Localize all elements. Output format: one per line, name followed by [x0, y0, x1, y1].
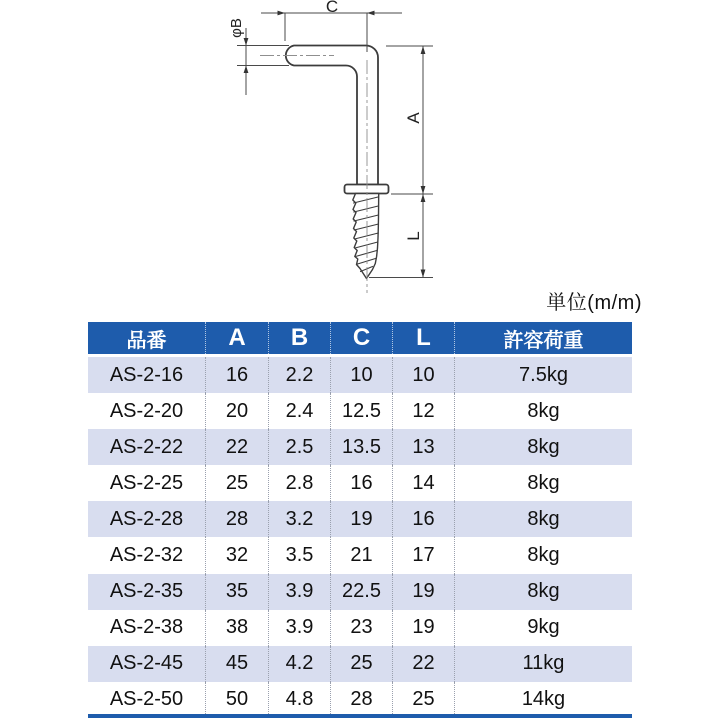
cell-value: 16 — [205, 357, 268, 393]
cell-value: 13.5 — [330, 429, 392, 465]
cell-value: 2.4 — [268, 393, 330, 429]
cell-part-number: AS-2-38 — [109, 616, 184, 639]
cell-part-number: AS-2-25 — [109, 471, 184, 494]
header-cell-3: C — [330, 322, 392, 354]
header-cell-0: 品番 — [126, 329, 167, 352]
cell-value: 23 — [330, 610, 392, 646]
table-row — [88, 682, 632, 718]
table-header-row — [88, 322, 632, 354]
dimension-c — [261, 0, 402, 52]
cell-value: 8kg — [454, 393, 632, 429]
cell-value: 28 — [205, 501, 268, 537]
cell-value: 13 — [392, 429, 454, 465]
cell-value: 22.5 — [330, 574, 392, 610]
cell-value: 25 — [330, 646, 392, 682]
cell-value: 8kg — [454, 501, 632, 537]
cell-value: 8kg — [454, 574, 632, 610]
cell-value: 12 — [392, 393, 454, 429]
cell-value: 9kg — [454, 610, 632, 646]
cell-value: 38 — [205, 610, 268, 646]
hook-body-outline — [286, 46, 378, 185]
cell-part-number: AS-2-50 — [109, 688, 184, 711]
cell-value: 16 — [330, 465, 392, 501]
dimension-label-phi-b: φB — [228, 18, 245, 38]
cell-part-number: AS-2-16 — [109, 363, 184, 386]
cell-value: 8kg — [454, 429, 632, 465]
cell-value: 25 — [205, 465, 268, 501]
cell-value: 22 — [205, 429, 268, 465]
cell-value: 2.5 — [268, 429, 330, 465]
cell-value: 10 — [330, 357, 392, 393]
spec-table — [88, 322, 632, 718]
dimension-label-l: L — [404, 231, 423, 241]
cell-value: 3.9 — [268, 574, 330, 610]
table-row — [88, 574, 632, 610]
cell-value: 2.8 — [268, 465, 330, 501]
header-cell-1: A — [205, 322, 268, 354]
cell-value: 19 — [392, 574, 454, 610]
cell-value: 3.9 — [268, 610, 330, 646]
header-cell-5: 許容荷重 — [454, 322, 632, 354]
table-row — [88, 393, 632, 429]
cell-value: 21 — [330, 537, 392, 573]
table-row — [88, 610, 632, 646]
cell-value: 25 — [392, 682, 454, 718]
cell-value: 17 — [392, 537, 454, 573]
cell-value: 22 — [392, 646, 454, 682]
cell-value: 28 — [330, 682, 392, 718]
cell-part-number: AS-2-28 — [109, 507, 184, 530]
cell-value: 19 — [392, 610, 454, 646]
table-row — [88, 646, 632, 682]
dimension-a — [386, 46, 433, 194]
cell-value: 11kg — [454, 646, 632, 682]
cell-value: 16 — [392, 501, 454, 537]
cell-part-number: AS-2-32 — [109, 544, 184, 567]
cell-value: 45 — [205, 646, 268, 682]
cell-value: 35 — [205, 574, 268, 610]
cell-value: 8kg — [454, 537, 632, 573]
cell-value: 8kg — [454, 465, 632, 501]
table-row — [88, 501, 632, 537]
table-row — [88, 429, 632, 465]
unit-label: 単位(m/m) — [546, 292, 642, 314]
cell-value: 3.2 — [268, 501, 330, 537]
cell-part-number: AS-2-20 — [109, 399, 184, 422]
hook-collar — [345, 185, 389, 194]
cell-value: 20 — [205, 393, 268, 429]
cell-value: 14kg — [454, 682, 632, 718]
table-body — [88, 357, 632, 718]
table-row — [88, 357, 632, 393]
cell-value: 50 — [205, 682, 268, 718]
dimension-phi-b — [228, 18, 289, 95]
dimension-label-a: A — [404, 112, 423, 124]
cell-value: 10 — [392, 357, 454, 393]
header-cell-4: L — [392, 322, 454, 354]
cell-part-number: AS-2-45 — [109, 652, 184, 675]
cell-value: 14 — [392, 465, 454, 501]
cell-value: 12.5 — [330, 393, 392, 429]
cell-value: 7.5kg — [454, 357, 632, 393]
cell-part-number: AS-2-22 — [109, 435, 184, 458]
table-bottom-bar — [88, 714, 632, 718]
table-row — [88, 537, 632, 573]
cell-part-number: AS-2-35 — [109, 580, 184, 603]
header-cell-2: B — [268, 322, 330, 354]
cell-value: 4.2 — [268, 646, 330, 682]
table-row — [88, 465, 632, 501]
hook-diagram — [220, 0, 440, 300]
cell-value: 32 — [205, 537, 268, 573]
cell-value: 19 — [330, 501, 392, 537]
dimension-label-c: C — [325, 0, 339, 16]
cell-value: 4.8 — [268, 682, 330, 718]
cell-value: 3.5 — [268, 537, 330, 573]
cell-value: 2.2 — [268, 357, 330, 393]
